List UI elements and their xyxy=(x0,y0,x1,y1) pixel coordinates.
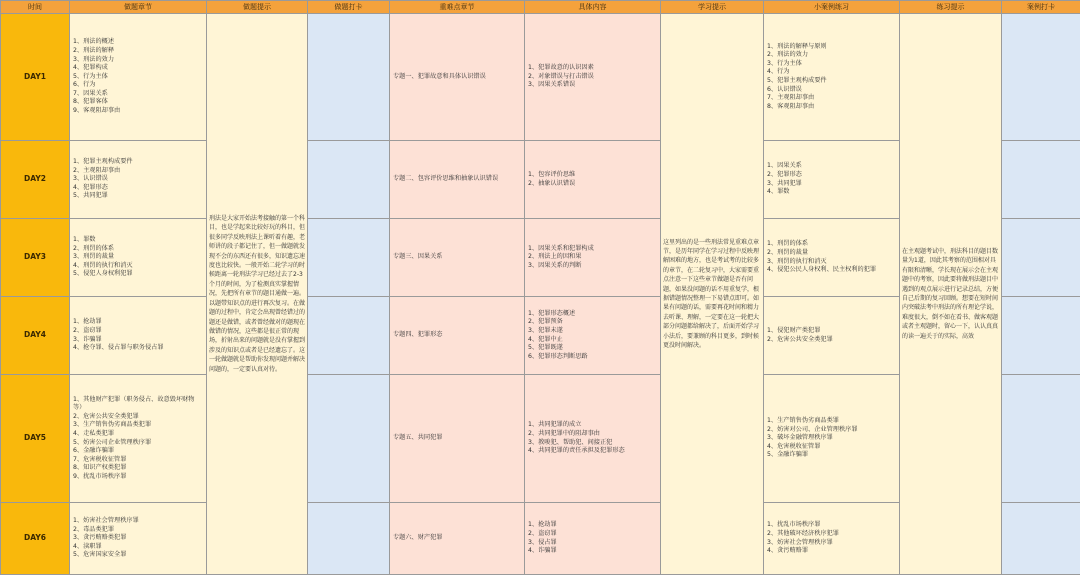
header-key-chapters: 重难点章节 xyxy=(390,1,525,14)
practice-chapters-item: 2、主观阻却事由 xyxy=(73,167,203,176)
practice-chapters-item: 2、毒品类犯罪 xyxy=(73,526,203,535)
case-practice-cell-item: 2、妨害对公司、企业管理秩序罪 xyxy=(767,426,896,435)
practice-chapters-item: 9、客观阻却事由 xyxy=(73,107,203,116)
practice-chapters-item: 6、行为 xyxy=(73,81,203,90)
day-label: DAY4 xyxy=(1,297,70,375)
practice-chapters-item: 2、盗窃罪 xyxy=(73,327,203,336)
practice-chapters-item: 6、金融诈骗罪 xyxy=(73,447,203,456)
key-chapter-cell: 专题四、犯罪形态 xyxy=(390,297,525,375)
header-content: 具体内容 xyxy=(525,1,661,14)
content-cell xyxy=(525,297,661,375)
content-cell-item: 3、因果关系错误 xyxy=(528,81,657,90)
case-practice-cell-item: 7、主观阻却事由 xyxy=(767,94,896,103)
day-label: DAY1 xyxy=(1,14,70,141)
content-cell-item: 1、因果关系和犯罪构成 xyxy=(528,245,657,254)
practice-checkin-cell[interactable] xyxy=(308,375,390,503)
practice-checkin-cell[interactable] xyxy=(308,141,390,219)
practice-chapters-item: 4、刑罚的执行和消灭 xyxy=(73,262,203,271)
case-checkin-cell[interactable] xyxy=(1002,297,1080,375)
case-practice-cell-item: 3、妨害社会管理秩序罪 xyxy=(767,539,896,548)
case-practice-cell-item: 1、刑法的解释与原则 xyxy=(767,43,896,52)
case-practice-cell-item: 1、侵犯财产类犯罪 xyxy=(767,327,896,336)
practice-checkin-cell[interactable] xyxy=(308,297,390,375)
practice-chapters-item: 2、刑法的解释 xyxy=(73,47,203,56)
practice-chapters xyxy=(70,141,207,219)
case-practice-cell-item: 3、破坏金融管理秩序罪 xyxy=(767,434,896,443)
content-cell-item: 2、抽象认识错误 xyxy=(528,180,657,189)
content-cell-item: 2、犯罪预备 xyxy=(528,318,657,327)
practice-chapters-item: 7、危害税收征管罪 xyxy=(73,456,203,465)
content-cell-item: 1、包容评价思维 xyxy=(528,171,657,180)
case-practice-cell xyxy=(764,14,900,141)
header-time: 时间 xyxy=(1,1,70,14)
practice-chapters-item: 3、刑法的效力 xyxy=(73,56,203,65)
practice-chapters-item: 3、刑罚的裁量 xyxy=(73,253,203,262)
content-cell-item: 6、犯罪形态判断思路 xyxy=(528,353,657,362)
practice-chapters-item: 2、刑罚的体系 xyxy=(73,245,203,254)
practice-checkin-cell[interactable] xyxy=(308,14,390,141)
practice-checkin-cell[interactable] xyxy=(308,503,390,575)
case-practice-cell-item: 4、危害税收征管罪 xyxy=(767,443,896,452)
content-cell-item: 3、犯罪未遂 xyxy=(528,327,657,336)
case-practice-cell-item: 6、认识错误 xyxy=(767,86,896,95)
header-study-tips: 学习提示 xyxy=(661,1,764,14)
practice-tips-cell: 刑法是大家开始法考接触的第一个科目，也是学起来比较好玩的科目，但很多同学反映刑法上课听着有趣，老师讲的段子都记住了，但一做题就发现不会的东西还有很多，知识遗忘速度也比较快。一般开始二轮学习的时候距离一轮刑法学习已经过去了2-3个月的时间，为了检测真实掌握情况，先把所有章节的题目通做一遍。以题带知识点的进行再次复习。在做题的过程中，肯定会出现曾经错过的题还是做错，或者曾经做对的题现在做错的情况，这些都是很正常的现场，折射出来的问题就是没有掌握到涉及的知识点或者是已经遗忘了。这一轮做题就是帮助你发现问题并解决问题的，一定要认真对待。 xyxy=(207,14,308,575)
practice-chapters-item: 1、妨害社会管理秩序罪 xyxy=(73,517,203,526)
content-cell xyxy=(525,219,661,297)
content-cell-item: 2、共同犯罪中的阻却事由 xyxy=(528,430,657,439)
practice-checkin-cell[interactable] xyxy=(308,219,390,297)
content-cell-item: 1、犯罪形态概述 xyxy=(528,310,657,319)
case-practice-cell-item: 4、贪污贿赂罪 xyxy=(767,547,896,556)
practice-chapters-item: 3、诈骗罪 xyxy=(73,336,203,345)
practice-chapters-item: 1、其他财产犯罪（职务侵占、故意毁坏财物等） xyxy=(73,396,203,413)
practice-chapters-item: 8、犯罪客体 xyxy=(73,98,203,107)
header-case-tips: 练习提示 xyxy=(900,1,1002,14)
practice-chapters-item: 7、因果关系 xyxy=(73,90,203,99)
practice-chapters-item: 4、走私类犯罪 xyxy=(73,430,203,439)
practice-chapters xyxy=(70,14,207,141)
header-practice-chapters: 做题章节 xyxy=(70,1,207,14)
content-cell-item: 2、刑法上的因和果 xyxy=(528,253,657,262)
day-label: DAY2 xyxy=(1,141,70,219)
case-practice-cell xyxy=(764,219,900,297)
case-practice-cell xyxy=(764,141,900,219)
header-row xyxy=(1,1,1080,14)
case-practice-cell-item: 1、生产销售伪劣商品类罪 xyxy=(767,417,896,426)
case-practice-cell-item: 1、因果关系 xyxy=(767,162,896,171)
content-cell-item: 4、共同犯罪的责任承担及犯罪形态 xyxy=(528,447,657,456)
key-chapter-cell: 专题二、包容评价思维和抽象认识错误 xyxy=(390,141,525,219)
practice-chapters-item: 3、生产销售伪劣商品类犯罪 xyxy=(73,421,203,430)
practice-chapters-item: 2、危害公共安全类犯罪 xyxy=(73,413,203,422)
case-checkin-cell[interactable] xyxy=(1002,14,1080,141)
practice-chapters-item: 8、知识产权类犯罪 xyxy=(73,464,203,473)
practice-chapters-item: 4、犯罪形态 xyxy=(73,184,203,193)
case-practice-cell-item: 2、危害公共安全类犯罪 xyxy=(767,336,896,345)
practice-chapters-item: 5、共同犯罪 xyxy=(73,192,203,201)
case-practice-cell-item: 2、其他破坏经济秩序犯罪 xyxy=(767,530,896,539)
study-tips-cell: 这里列出的是一些刑法常见重难点章节，是历年同学在学习过程中反映理解困难的地方，也是考试考的比较多的章节，在二轮复习中，大家需要重点注意一下这些章节做题是否有问题，如果没问题的话不用重复学，根据错题情况整理一下易错点即可。如果有问题的话，需要再花时间和精力去听课、理解，一定要在这一轮把大部分问题都给解决了，后面开始学习小法后，要兼顾的科目更多，到时候更没时间解决。 xyxy=(661,14,764,575)
practice-chapters-item: 4、渎职罪 xyxy=(73,543,203,552)
key-chapter-cell: 专题六、财产犯罪 xyxy=(390,503,525,575)
case-practice-cell-item: 3、共同犯罪 xyxy=(767,180,896,189)
case-checkin-cell[interactable] xyxy=(1002,503,1080,575)
content-cell-item: 2、盗窃罪 xyxy=(528,530,657,539)
case-practice-cell-item: 4、侵犯公民人身权利、民主权利的犯罪 xyxy=(767,266,896,275)
case-practice-cell-item: 4、罪数 xyxy=(767,188,896,197)
practice-chapters xyxy=(70,503,207,575)
practice-chapters xyxy=(70,297,207,375)
practice-chapters xyxy=(70,375,207,503)
day-row xyxy=(1,14,1080,141)
practice-chapters-item: 4、犯罪构成 xyxy=(73,64,203,73)
day-label: DAY6 xyxy=(1,503,70,575)
header-case-checkin: 案例打卡 xyxy=(1002,1,1080,14)
content-cell xyxy=(525,14,661,141)
practice-chapters-item: 5、行为主体 xyxy=(73,73,203,82)
case-practice-cell-item: 1、刑罚的体系 xyxy=(767,240,896,249)
content-cell-item: 3、侵占罪 xyxy=(528,539,657,548)
practice-chapters-item: 5、侵犯人身权利犯罪 xyxy=(73,270,203,279)
case-checkin-cell[interactable] xyxy=(1002,219,1080,297)
practice-chapters xyxy=(70,219,207,297)
header-practice-tips: 做题提示 xyxy=(207,1,308,14)
key-chapter-cell: 专题三、因果关系 xyxy=(390,219,525,297)
case-practice-cell-item: 1、扰乱市场秩序罪 xyxy=(767,521,896,530)
case-practice-cell xyxy=(764,297,900,375)
case-practice-cell xyxy=(764,375,900,503)
practice-chapters-item: 9、扰乱市场秩序罪 xyxy=(73,473,203,482)
case-practice-cell-item: 3、行为主体 xyxy=(767,60,896,69)
case-practice-cell-item: 5、金融诈骗罪 xyxy=(767,451,896,460)
practice-chapters-item: 4、抢夺罪、侵占罪与职务侵占罪 xyxy=(73,344,203,353)
day-label: DAY5 xyxy=(1,375,70,503)
content-cell-item: 5、犯罪既遂 xyxy=(528,344,657,353)
day-label: DAY3 xyxy=(1,219,70,297)
case-practice-cell-item: 2、犯罪形态 xyxy=(767,171,896,180)
content-cell-item: 1、犯罪故意的认识因素 xyxy=(528,64,657,73)
content-cell xyxy=(525,503,661,575)
key-chapter-cell: 专题五、共同犯罪 xyxy=(390,375,525,503)
key-chapter-cell: 专题一、犯罪故意和具体认识错误 xyxy=(390,14,525,141)
content-cell-item: 1、共同犯罪的成立 xyxy=(528,421,657,430)
practice-chapters-item: 1、罪数 xyxy=(73,236,203,245)
content-cell xyxy=(525,141,661,219)
header-case-practice: 小案例练习 xyxy=(764,1,900,14)
content-cell-item: 1、抢劫罪 xyxy=(528,521,657,530)
case-practice-cell-item: 2、刑法的效力 xyxy=(767,51,896,60)
practice-chapters-item: 5、危害国家安全罪 xyxy=(73,551,203,560)
case-practice-cell-item: 5、犯罪主观构成要件 xyxy=(767,77,896,86)
content-cell xyxy=(525,375,661,503)
content-cell-item: 4、犯罪中止 xyxy=(528,336,657,345)
practice-chapters-item: 1、抢劫罪 xyxy=(73,318,203,327)
case-practice-cell-item: 2、刑罚的裁量 xyxy=(767,249,896,258)
header-practice-checkin: 做题打卡 xyxy=(308,1,390,14)
content-cell-item: 2、对象错误与打击错误 xyxy=(528,73,657,82)
practice-chapters-item: 5、妨害公司企业管理秩序罪 xyxy=(73,439,203,448)
case-practice-cell-item: 8、客观阻却事由 xyxy=(767,103,896,112)
practice-chapters-item: 3、认识错误 xyxy=(73,175,203,184)
content-cell-item: 4、诈骗罪 xyxy=(528,547,657,556)
case-checkin-cell[interactable] xyxy=(1002,375,1080,503)
practice-chapters-item: 3、贪污贿赂类犯罪 xyxy=(73,534,203,543)
case-practice-cell-item: 3、刑罚的执行和消灭 xyxy=(767,258,896,267)
case-checkin-cell[interactable] xyxy=(1002,141,1080,219)
case-practice-cell xyxy=(764,503,900,575)
content-cell-item: 3、教唆犯、帮助犯、间接正犯 xyxy=(528,439,657,448)
case-practice-cell-item: 4、行为 xyxy=(767,68,896,77)
case-tips-cell: 在主观题考试中，刑法科目的题目数量为1道，因此其考察的范围相对具有限和清晰，学长现在展示会在主观题中的考察，因此要将做刑法题目中遇到的观点展示进行记录总结，方便自己后期的复习回顾。想要在短时间内突破法考中刑法的所有理论学说，难度很大，倒不如在看书、做客观题或者主观题时，留心一下，认认真真的读一遍关于的实际，高效 xyxy=(900,14,1002,575)
content-cell-item: 3、因果关系的判断 xyxy=(528,262,657,271)
practice-chapters-item: 1、刑法的概述 xyxy=(73,38,203,47)
practice-chapters-item: 1、犯罪主观构成要件 xyxy=(73,158,203,167)
